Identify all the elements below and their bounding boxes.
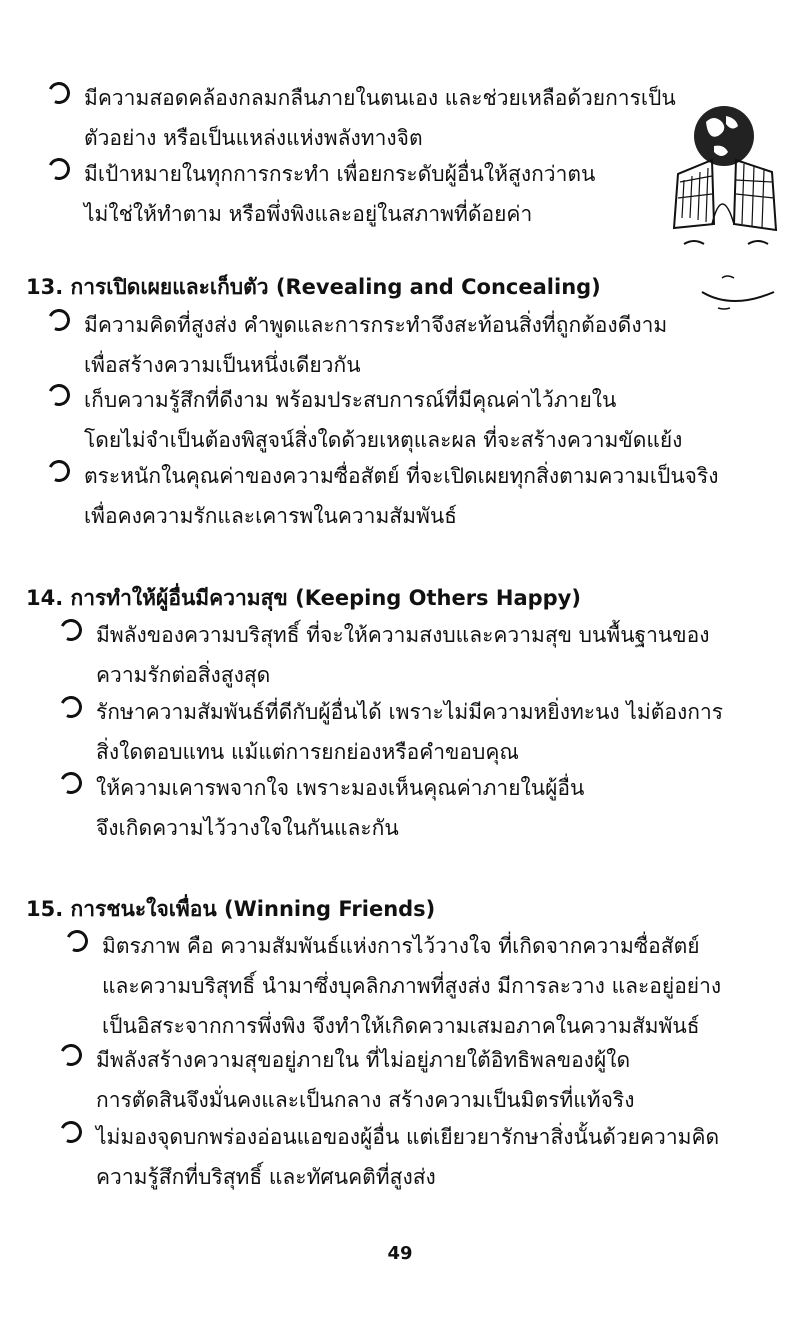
bullet-circle-icon [57,1041,85,1069]
bullet-line: ความรู้สึกที่บริสุทธิ์ และทัศนคติที่สูงส่ง [96,1165,436,1189]
bullet-circle-icon [45,79,73,107]
bullet-text [84,456,719,536]
bullet-text [102,926,721,1046]
bullet-line: เก็บความรู้สึกที่ดีงาม พร้อมประสบการณ์ที่มีคุณค่าไว้ภายใน [84,388,617,412]
page-number: 49 [387,1243,413,1264]
bullet-item [60,692,723,772]
bullet-line: มีความคิดที่สูงส่ง คำพูดและการกระทำจึงสะท้อนสิ่งที่ถูกต้องดีงาม [84,313,668,337]
bullet-item [48,380,682,460]
section-heading-13: 13. การเปิดเผยและเก็บตัว (Revealing and Concealing) [26,275,601,299]
bullet-line: มีเป้าหมายในทุกการกระทำ เพื่อยกระดับผู้อื่นให้สูงกว่าตน [84,162,596,186]
bullet-line: สิ่งใดตอบแทน แม้แต่การยกย่องหรือคำขอบคุณ [96,740,519,764]
bullet-text [84,154,595,234]
bullet-line: โดยไม่จำเป็นต้องพิสูจน์สิ่งใดด้วยเหตุและผล ที่จะสร้างความขัดแย้ง [84,428,683,452]
bullet-circle-icon [57,1118,85,1146]
bullet-line: มีพลังของความบริสุทธิ์ ที่จะให้ความสงบและความสุข บนพื้นฐานของ [96,623,710,647]
bullet-line: มิตรภาพ คือ ความสัมพันธ์แห่งการไว้วางใจ ที่เกิดจากความซื่อสัตย์ [102,934,700,958]
bullet-item [48,78,676,158]
bullet-item [60,1040,634,1120]
bullet-circle-icon [63,927,91,955]
bullet-circle-icon [57,693,85,721]
bullet-line: เพื่อคงความรักและเคารพในความสัมพันธ์ [84,504,457,528]
bullet-circle-icon [45,381,73,409]
bullet-text [84,78,676,158]
bullet-line: เป็นอิสระจากการพึ่งพิง จึงทำให้เกิดความเสมอภาคในความสัมพันธ์ [102,1014,700,1038]
bullet-circle-icon [57,616,85,644]
bullet-item [60,615,710,695]
bullet-circle-icon [57,769,85,797]
bullet-text [84,380,682,460]
bullet-item [66,926,721,1046]
bullet-item [48,456,719,536]
bullet-line: และความบริสุทธิ์ นำมาซึ่งบุคลิกภาพที่สูงส่ง มีการละวาง และอยู่อย่าง [102,974,722,998]
bullet-line: ให้ความเคารพจากใจ เพราะมองเห็นคุณค่าภายในผู้อื่น [96,776,585,800]
bullet-line: มีพลังสร้างความสุขอยู่ภายใน ที่ไม่อยู่ภายใต้อิทธิพลของผู้ใด [96,1048,631,1072]
bullet-line: รักษาความสัมพันธ์ที่ดีกับผู้อื่นได้ เพราะไม่มีความหยิ่งทะนง ไม่ต้องการ [96,700,724,724]
bullet-line: ตระหนักในคุณค่าของความซื่อสัตย์ ที่จะเปิดเผยทุกสิ่งตามความเป็นจริง [84,464,719,488]
bullet-line: ไม่ใช่ให้ทำตาม หรือพึ่งพิงและอยู่ในสภาพที่ด้อยค่า [84,202,533,226]
bullet-item [48,305,667,385]
bullet-circle-icon [45,457,73,485]
bullet-line: ตัวอย่าง หรือเป็นแหล่งแห่งพลังทางจิต [84,126,423,150]
bullet-item [48,154,595,234]
bullet-text [96,1040,634,1120]
bullet-line: การตัดสินจึงมั่นคงและเป็นกลาง สร้างความเป็นมิตรที่แท้จริง [96,1088,635,1112]
bullet-line: เพื่อสร้างความเป็นหนึ่งเดียวกัน [84,353,361,377]
bullet-circle-icon [45,155,73,183]
bullet-circle-icon [45,306,73,334]
bullet-text [96,1117,719,1197]
window-globe-face-illustration [664,98,800,318]
bullet-line: จึงเกิดความไว้วางใจในกันและกัน [96,816,399,840]
bullet-item [60,768,584,848]
bullet-text [96,615,710,695]
bullet-line: ไม่มองจุดบกพร่องอ่อนแอของผู้อื่น แต่เยียวยารักษาสิ่งนั้นด้วยความคิด [96,1125,720,1149]
section-heading-14: 14. การทำให้ผู้อื่นมีความสุข (Keeping Others Happy) [26,586,581,610]
bullet-text [96,768,584,848]
bullet-text [84,305,667,385]
section-heading-15: 15. การชนะใจเพื่อน (Winning Friends) [26,897,436,921]
bullet-line: มีความสอดคล้องกลมกลืนภายในตนเอง และช่วยเหลือด้วยการเป็น [84,86,676,110]
bullet-text [96,692,723,772]
bullet-item [60,1117,719,1197]
bullet-line: ความรักต่อสิ่งสูงสุด [96,663,271,687]
